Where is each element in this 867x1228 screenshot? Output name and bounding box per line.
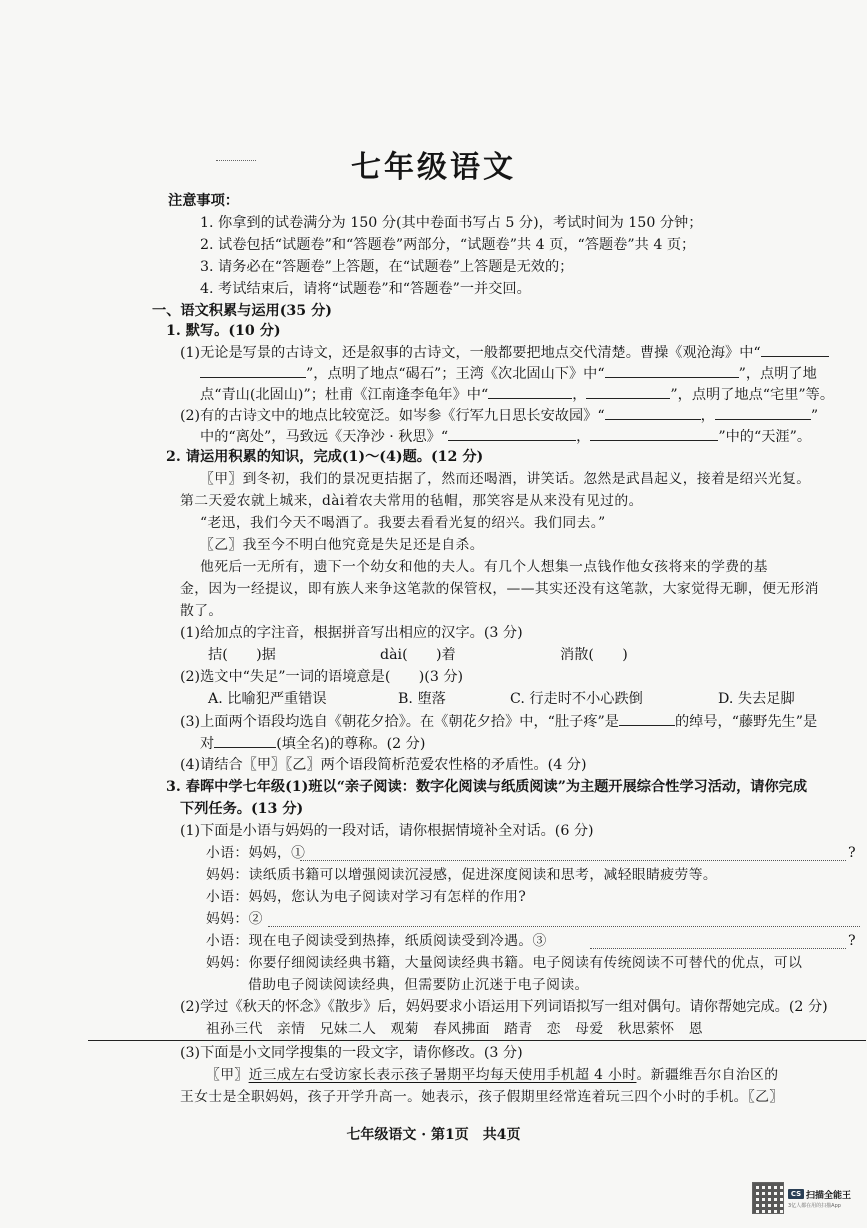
dialogue-line-4: 妈妈：② (206, 911, 263, 927)
answer-blank[interactable] (761, 343, 829, 357)
q1-line-4: (2)有的古诗文中的地点比较宽泛。如岑参《行军九日思长安故园》“ ， ” (180, 408, 819, 424)
answer-line[interactable] (300, 860, 846, 861)
camscanner-icon: CS (788, 1189, 804, 1199)
dialogue-line-1: 小语：妈妈，① (206, 845, 306, 861)
answer-blank[interactable] (605, 364, 739, 378)
dialogue-qmark-3: ? (848, 933, 856, 949)
q3-sub-1: (1)下面是小语与妈妈的一段对话，请你根据情境补全对话。(6 分) (180, 823, 594, 839)
dialogue-line-2: 妈妈：读纸质书籍可以增强阅读沉浸感，促进深度阅读和思考，减轻眼睛疲劳等。 (206, 867, 718, 883)
scanner-logo-text: 扫描全能王 (806, 1190, 852, 1201)
notes-item-4: 4. 考试结束后，请将“试题卷”和“答题卷”一并交回。 (200, 281, 531, 297)
scanner-watermark (752, 1178, 864, 1218)
q2-option-a: A. 比喻犯严重错误 (208, 691, 327, 707)
q2-sub-3-cont: 对 (填全名)的尊称。(2 分) (200, 736, 426, 752)
dialogue-qmark-1: ? (848, 845, 856, 861)
page-footer: 七年级语文 · 第1页 共4页 (346, 1127, 521, 1143)
qr-code-icon (752, 1182, 784, 1214)
q2-passage-yi-4: 散了。 (180, 603, 223, 619)
q2-passage-yi-3: 金，因为一经提议，即有族人来争这笔款的保管权，——其实还没有这笔款，大家觉得无聊，便无形消 (180, 581, 819, 597)
q2-passage-jia-2: 第二天爱农就上城来，dài着农夫常用的毡帽，那笑容是从来没有见过的。 (180, 493, 643, 509)
q3-passage-line-2: 王女士是全职妈妈，孩子开学升高一。她表示，孩子假期里经常连着玩三四个小时的手机。〖乙〗 (180, 1089, 784, 1105)
q2-passage-jia-3: “老迅，我们今天不喝酒了。我要去看看光复的绍兴。我们同去。” (200, 515, 606, 531)
answer-blank[interactable] (586, 385, 670, 399)
q2-title: 2. 请运用积累的知识，完成(1)～(4)题。(12 分) (166, 449, 484, 465)
answer-blank[interactable] (715, 406, 811, 420)
scan-mark (32, 1036, 44, 1048)
q2-sub-3: (3)上面两个语段均选自《朝花夕拾》。在《朝花夕拾》中，“肚子疼”是 的绰号，“藤野先生”是 (180, 714, 818, 730)
q2-sub-4: (4)请结合〖甲〗〖乙〗两个语段简析范爱农性格的矛盾性。(4 分) (180, 757, 587, 773)
answer-blank[interactable] (619, 712, 675, 726)
q2-sub-1: (1)给加点的字注音，根据拼音写出相应的汉字。(3 分) (180, 625, 523, 641)
notes-item-3: 3. 请务必在“答题卷”上答题，在“试题卷”上答题是无效的； (200, 259, 574, 275)
q3-title-cont: 下列任务。(13 分) (180, 801, 304, 817)
q2-option-b: B. 堕落 (398, 691, 446, 707)
dialogue-line-5: 小语：现在电子阅读受到热捧，纸质阅读受到冷遇。③ (206, 933, 547, 949)
q3-word-list: 祖孙三代 亲情 兄妹二人 观菊 春风拂面 踏青 恋 母爱 秋思萦怀 恩 (206, 1021, 703, 1037)
q2-passage-yi-2: 他死后一无所有，遗下一个幼女和他的夫人。有几个人想集一点钱作他女孩将来的学费的基 (200, 559, 768, 575)
answer-blank[interactable] (488, 385, 572, 399)
notes-item-2: 2. 试卷包括“试题卷”和“答题卷”两部分，“试题卷”共 4 页，“答题卷”共 4 页； (200, 237, 696, 253)
q2-option-c: C. 行走时不小心跌倒 (510, 691, 643, 707)
q2-pinyin-1: 拮( )据 (208, 647, 276, 663)
notes-heading: 注意事项： (168, 193, 239, 209)
dialogue-line-7: 借助电子阅读阅读经典，但需要防止沉迷于电子阅读。 (248, 977, 589, 993)
q2-pinyin-3: 消散( ) (560, 647, 628, 663)
q3-passage-line-1: 〖甲〗近三成左右受访家长表示孩子暑期平均每天使用手机超 4 小时。新疆维吾尔自治区的 (206, 1067, 779, 1083)
answer-blank[interactable] (590, 427, 718, 441)
answer-line[interactable] (268, 926, 860, 927)
q1-line-5: 中的“离处”，马致远《天净沙 · 秋思》“ ， ”中的“天涯”。 (200, 429, 812, 445)
q1-line-2: ”，点明了地点“碣石”；王湾《次北固山下》中“ ”，点明了地 (200, 364, 817, 383)
answer-blank[interactable] (605, 406, 701, 420)
q2-passage-yi-1: 〖乙〗我至今不明白他究竟是失足还是自杀。 (200, 537, 484, 553)
q3-sub-2: (2)学过《秋天的怀念》《散步》后，妈妈要求小语运用下列词语拟写一组对偶句。请你帮她完成。(2 分) (180, 999, 828, 1015)
q2-pinyin-2: dài( )着 (380, 647, 456, 663)
answer-line[interactable] (590, 948, 846, 949)
page-title: 七年级语文 (351, 150, 516, 185)
q3-sub-3: (3)下面是小文同学搜集的一段文字，请你修改。(3 分) (180, 1045, 523, 1061)
answer-blank[interactable] (448, 427, 576, 441)
scanner-tagline: 3亿人都在用的扫描App (788, 1202, 841, 1209)
section-heading: 一、语文积累与运用(35 分) (152, 303, 332, 319)
q3-title: 3. 春晖中学七年级(1)班以“亲子阅读：数字化阅读与纸质阅读”为主题开展综合性学习活动，请你完成 (166, 779, 808, 795)
q2-passage-jia-1: 〖甲〗到冬初，我们的景况更拮据了，然而还喝酒，讲笑话。忽然是武昌起义，接着是绍兴光复。 (200, 471, 811, 487)
q1-title: 1. 默写。(10 分) (166, 323, 281, 339)
dialogue-line-6: 妈妈：你要仔细阅读经典书籍，大量阅读经典书籍。电子阅读有传统阅读不可替代的优点，可以 (206, 955, 803, 971)
q2-sub-2: (2)选文中“失足”一词的语境意是( )(3 分) (180, 669, 464, 685)
divider-line (88, 1040, 866, 1041)
answer-blank[interactable] (200, 364, 306, 378)
underlined-sentence: 近三成左右受访家长表示孩子暑期平均每天使用手机超 4 小时 (248, 1067, 637, 1083)
q2-option-d: D. 失去足脚 (718, 691, 795, 707)
notes-item-1: 1. 你拿到的试卷满分为 150 分(其中卷面书写占 5 分)，考试时间为 150 分钟； (200, 215, 703, 231)
answer-blank[interactable] (214, 734, 276, 748)
q1-line-3: 点“青山(北固山)”；杜甫《江南逢李龟年》中“ ， ”，点明了地点“宅里”等。 (200, 387, 835, 403)
q1-line-1: (1)无论是写景的古诗文，还是叙事的古诗文，一般都要把地点交代清楚。曹操《观沧海》中“ (180, 343, 829, 362)
dialogue-line-3: 小语：妈妈，您认为电子阅读对学习有怎样的作用? (206, 889, 527, 905)
